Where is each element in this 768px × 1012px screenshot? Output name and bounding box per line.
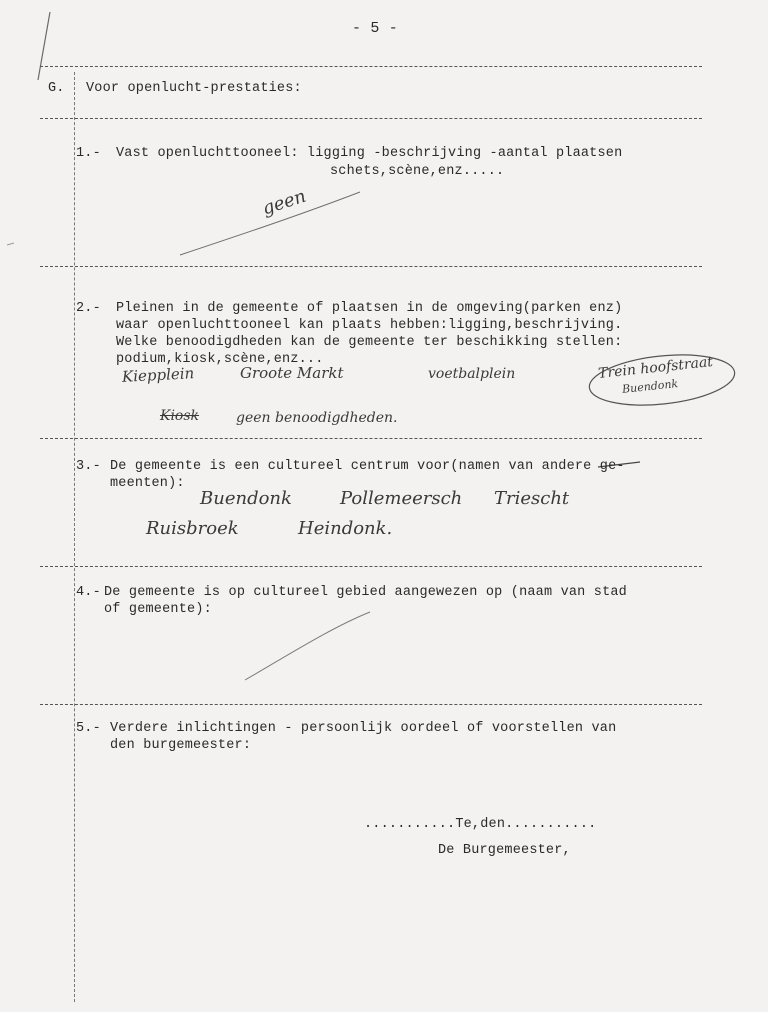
- item-number: 5.-: [76, 721, 101, 736]
- handwritten-note: Buendonk: [200, 488, 292, 509]
- item-text: waar openluchttooneel kan plaats hebben:ligging,beschrijving.: [116, 318, 623, 333]
- handwritten-note: Buendonk: [621, 377, 679, 396]
- handwritten-note: Trein hoofstraat: [597, 354, 714, 382]
- separator: [40, 266, 702, 267]
- handwritten-note: Ruisbroek: [146, 518, 239, 539]
- handwritten-note: Heindonk.: [298, 518, 393, 539]
- signature-role: De Burgemeester,: [438, 843, 571, 858]
- section-title: Voor openlucht-prestaties:: [86, 81, 302, 96]
- handwritten-note: Kiepplein: [121, 364, 195, 386]
- section-letter: G.: [48, 81, 65, 96]
- handwritten-note: Triescht: [494, 488, 570, 509]
- item-text: Pleinen in de gemeente of plaatsen in de omgeving(parken enz): [116, 301, 623, 316]
- item-text: podium,kiosk,scène,enz...: [116, 352, 324, 367]
- item-text: Vast openluchttooneel: ligging -beschrijving -aantal plaatsen: [116, 146, 623, 161]
- handwritten-note: Kiosk: [160, 408, 200, 424]
- item-text: den burgemeester:: [110, 738, 252, 753]
- item-text: of gemeente):: [104, 602, 212, 617]
- item-number: 2.-: [76, 301, 101, 316]
- page-number: - 5 -: [352, 20, 399, 37]
- item-number: 1.-: [76, 146, 101, 161]
- handwritten-note: geen benoodigdheden.: [236, 410, 398, 426]
- item-number: 4.-: [76, 585, 101, 600]
- item-text: De gemeente is een cultureel centrum voor(namen van andere ge-: [110, 459, 625, 474]
- handwritten-note: geen: [259, 185, 309, 220]
- item-text: Verdere inlichtingen - persoonlijk oordeel of voorstellen van: [110, 721, 617, 736]
- margin-line: [74, 72, 75, 1002]
- item-text: Welke benoodigdheden kan de gemeente ter beschikking stellen:: [116, 335, 623, 350]
- handwritten-note: voetbalplein: [428, 366, 516, 382]
- separator: [40, 438, 702, 439]
- separator: [40, 118, 702, 119]
- item-text: schets,scène,enz.....: [330, 164, 505, 179]
- separator: [40, 566, 702, 567]
- handwritten-note: Groote Markt: [240, 364, 344, 382]
- separator: [40, 704, 702, 705]
- item-text: meenten):: [110, 476, 185, 491]
- handwritten-note: Pollemeersch: [340, 488, 463, 509]
- item-number: 3.-: [76, 459, 101, 474]
- item-text: De gemeente is op cultureel gebied aangewezen op (naam van stad: [104, 585, 627, 600]
- place-date-line: ...........Te,den...........: [364, 817, 597, 832]
- separator-top: [40, 66, 702, 67]
